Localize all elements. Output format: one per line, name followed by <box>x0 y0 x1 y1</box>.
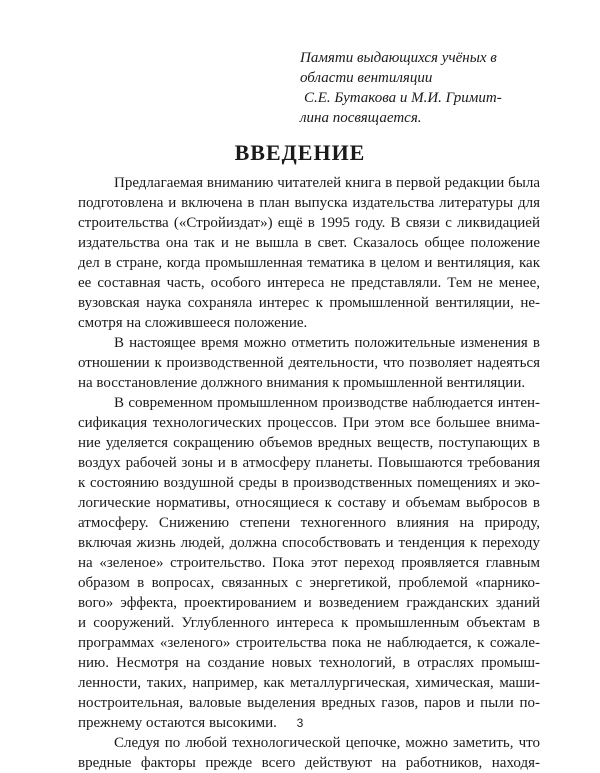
text-line: на восстановление должного внимания к промышленной вентиляции. <box>78 375 526 391</box>
chapter-title: ВВЕДЕНИЕ <box>234 140 366 165</box>
text-line: дел в стране, когда промышленная тематика в целом и вентиляция, как <box>78 255 540 271</box>
text-line: ние уделяется сокращению объемов вредных веществ, поступающих в <box>78 435 540 451</box>
text-line: ностроительная, валовые выделения вредных газов, паров и пыли по- <box>78 695 540 711</box>
body-text <box>78 173 540 773</box>
paragraph <box>78 333 540 393</box>
text-line: образом в вопросах, связанных с энергетикой, проблемой «парнико- <box>78 575 540 591</box>
dedication-line: С.Е. Бутакова и М.И. Гримит- <box>304 90 502 106</box>
text-line: В настоящее время можно отметить положительные изменения в <box>114 335 540 351</box>
dedication <box>300 48 540 128</box>
text-line: В современном промышленном производстве наблюдается интен- <box>114 395 540 411</box>
text-line: программах «зеленого» строительства пока не наблюдается, к сожале- <box>78 635 540 651</box>
text-line: атмосферу. Снижению степени техногенного влияния на природу, <box>78 515 540 531</box>
text-line: воздух рабочей зоны и в атмосферу планеты. Повышаются требования <box>78 455 540 471</box>
text-line: строительства («Стройиздат») ещё в 1995 году. В связи с ликвидацией <box>78 215 540 231</box>
text-line: включая жизнь людей, должна способствовать и тенденция к переходу <box>78 535 540 551</box>
dedication-line: Памяти выдающихся учёных в <box>300 50 497 66</box>
text-line: ее составная часть, особого интереса не представляли. Тем не менее, <box>78 275 540 291</box>
page-number: 3 <box>296 716 304 730</box>
text-line: вого» эффекта, проектированием и возведением гражданских зданий <box>78 595 540 611</box>
text-line: логические нормативы, относящиеся к составу и объемам выбросов в <box>78 495 540 511</box>
text-line: сификация технологических процессов. При этом все большее внима- <box>78 415 540 431</box>
text-line: Следуя по любой технологической цепочке, можно заметить, что <box>114 735 540 751</box>
text-line: Предлагаемая вниманию читателей книга в первой редакции была <box>114 175 540 191</box>
text-line: издательства она так и не вышла в свет. Сказалось общее положение <box>78 235 540 251</box>
paragraph <box>78 173 540 333</box>
paragraph <box>78 393 540 733</box>
text-line: ленности, таких, например, как металлургическая, химическая, маши- <box>78 675 540 691</box>
text-line: вредные факторы прежде всего действуют на работников, находя- <box>78 755 540 771</box>
text-line: смотря на сложившееся положение. <box>78 315 308 331</box>
paragraph <box>78 733 540 773</box>
text-line: подготовлена и включена в план выпуска издательства литературы для <box>78 195 540 211</box>
dedication-line: области вентиляции <box>300 70 433 86</box>
dedication-line: лина посвящается. <box>300 110 422 126</box>
text-line: и сооружений. Углубленного интереса к промышленным объектам в <box>78 615 540 631</box>
text-line: на «зеленое» строительство. Пока этот переход проявляется главным <box>78 555 540 571</box>
text-line: прежнему остаются высокими. <box>78 715 277 731</box>
text-line: к состоянию воздушной среды в производственных помещениях и эко- <box>78 475 540 491</box>
text-line: нию. Несмотря на создание новых технологий, в отраслях промыш- <box>78 655 540 671</box>
text-line: отношении к производственной деятельности, что позволяет надеяться <box>78 355 540 371</box>
text-line: вузовская наука сохраняла интерес к промышленной вентиляции, не- <box>78 295 540 311</box>
